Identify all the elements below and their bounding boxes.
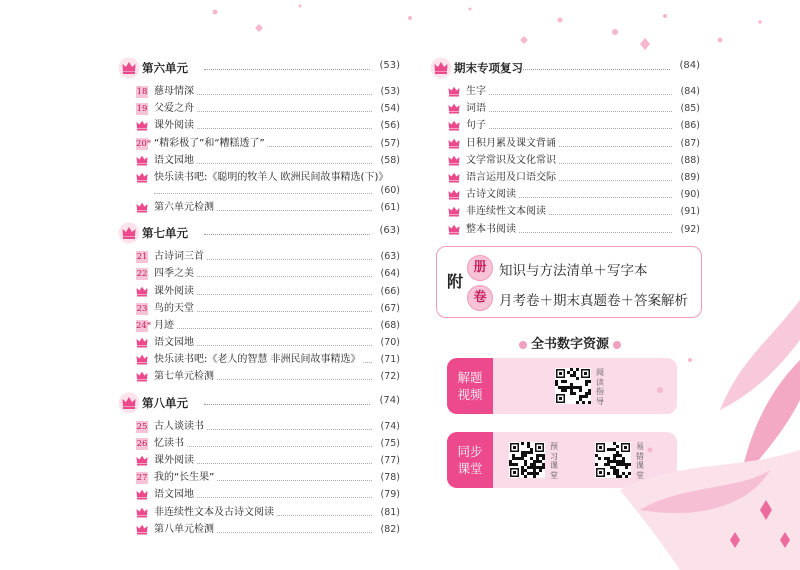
toc-entry-page: (91) (680, 206, 700, 218)
toc-entry-page: (86) (680, 120, 700, 132)
unit-page: (63) (379, 225, 400, 237)
leader-dots (204, 234, 370, 235)
toc-entry-page: (77) (380, 455, 400, 466)
toc-entry[interactable] (118, 265, 400, 282)
appendix-badge: 卷 (467, 285, 493, 311)
decorative-dots (0, 0, 800, 60)
crown-icon (135, 155, 149, 166)
toc-entry[interactable] (118, 117, 400, 134)
toc-entry-label: 语文园地 (154, 334, 196, 351)
toc-entry[interactable] (118, 135, 400, 152)
toc-entry-page: (63) (380, 251, 400, 263)
decorative-dot (519, 341, 527, 349)
qr-label: 易错课堂 (636, 442, 644, 480)
toc-entry-label: 非连续性文本阅读 (466, 203, 548, 220)
toc-entry-page: (53) (380, 86, 400, 97)
appendix-text: 知识与方法清单＋写字本 (499, 263, 648, 279)
crown-icon (135, 354, 149, 365)
crown-icon (135, 489, 149, 500)
crown-icon (135, 202, 149, 213)
toc-entry-label: 课外阅读 (154, 117, 196, 134)
digital-resources-title: 全书数字资源 (530, 337, 609, 352)
toc-entry[interactable] (118, 435, 400, 452)
unit-page: (84) (679, 60, 700, 71)
lesson-number: 20* (136, 138, 152, 149)
toc-entry-label: “精彩极了”和“糟糕透了” (154, 135, 267, 152)
toc-entry[interactable] (430, 117, 700, 134)
toc-entry[interactable] (430, 83, 700, 100)
toc-entry[interactable] (118, 248, 400, 265)
crown-icon (118, 222, 140, 244)
toc-left-column (118, 55, 400, 538)
toc-entry-page: (54) (380, 103, 400, 115)
toc-entry-label: 鸟的天堂 (154, 300, 196, 317)
unit-page: (53) (379, 60, 400, 71)
toc-entry[interactable] (118, 486, 400, 503)
crown-icon (135, 455, 149, 466)
leader-dots (204, 69, 370, 70)
toc-entry-page: (85) (680, 103, 700, 115)
lesson-number: 24* (136, 320, 152, 331)
toc-entry-label: 月迹 (154, 317, 176, 334)
toc-entry-page: (56) (380, 120, 400, 132)
qr-label: 阅读指导 (596, 368, 604, 406)
appendix-text: 月考卷＋期末真题卷＋答案解析 (499, 293, 688, 309)
toc-entry-label: 快乐读书吧:《老人的智慧 非洲民间故事精选》 (154, 351, 363, 368)
unit-title: 第六单元 (142, 61, 188, 75)
crown-icon (447, 172, 461, 183)
lesson-number: 22 (136, 269, 148, 280)
resource-tag-label: 解题视频 (457, 370, 483, 402)
toc-entry-page: (64) (380, 268, 400, 280)
toc-right-column (430, 55, 700, 238)
crown-icon (447, 103, 461, 114)
crown-icon (135, 371, 149, 382)
crown-icon (430, 57, 452, 79)
toc-entry-page: (84) (680, 86, 700, 97)
decorative-flowers (620, 300, 800, 570)
crown-icon (135, 524, 149, 535)
toc-entry-page: (81) (380, 506, 400, 518)
toc-entry-label: 整本书阅读 (466, 221, 518, 238)
toc-entry-label: 日积月累及课文背诵 (466, 135, 558, 152)
lesson-number: 23 (136, 303, 148, 314)
toc-entry-page: (66) (380, 285, 400, 297)
leader-dots (466, 94, 672, 95)
leader-dots (466, 111, 672, 112)
toc-entry-page: (70) (380, 337, 400, 349)
crown-icon (135, 507, 149, 518)
crown-icon (135, 172, 149, 183)
crown-icon (447, 120, 461, 131)
appendix-label: 附 (447, 272, 464, 291)
toc-entry[interactable] (118, 368, 400, 385)
toc-entry-page: (72) (380, 371, 400, 383)
toc-entry-page: (87) (680, 137, 700, 149)
toc-entry[interactable] (430, 169, 700, 186)
toc-entry-page: (60) (380, 184, 400, 196)
crown-icon (447, 86, 461, 97)
toc-entry-label: 古诗文阅读 (466, 186, 518, 203)
toc-entry[interactable] (118, 452, 400, 469)
qr-code-icon[interactable] (509, 442, 545, 478)
unit-header (430, 57, 700, 83)
lesson-number: 19 (136, 104, 148, 115)
toc-entry[interactable] (430, 100, 700, 117)
toc-entry[interactable] (430, 152, 700, 169)
crown-icon (447, 155, 461, 166)
toc-entry-page: (67) (380, 302, 400, 314)
toc-entry-page: (57) (380, 137, 400, 149)
toc-entry[interactable] (118, 351, 400, 368)
toc-entry-page: (74) (380, 420, 400, 432)
toc-entry[interactable] (118, 504, 400, 521)
unit-header (118, 392, 400, 418)
toc-entry-label: 课外阅读 (154, 283, 196, 300)
leader-dots (154, 193, 372, 194)
toc-entry[interactable] (118, 169, 400, 199)
leader-dots (516, 69, 670, 70)
crown-icon (447, 224, 461, 235)
unit-title: 期末专项复习 (454, 61, 523, 75)
toc-entry-page: (89) (680, 171, 700, 183)
toc-entry[interactable] (118, 83, 400, 100)
toc-entry[interactable] (118, 334, 400, 351)
qr-label: 预习课堂 (550, 442, 558, 480)
leader-dots (154, 446, 372, 447)
toc-entry[interactable] (430, 221, 700, 238)
crown-icon (135, 337, 149, 348)
toc-entry-page: (75) (380, 437, 400, 449)
crown-icon (135, 286, 149, 297)
toc-entry[interactable] (118, 418, 400, 435)
lesson-number: 18 (136, 87, 148, 97)
lesson-number: 27 (136, 473, 148, 484)
toc-entry[interactable] (430, 203, 700, 220)
toc-entry-page: (68) (380, 319, 400, 331)
toc-entry-page: (88) (680, 154, 700, 166)
toc-entry[interactable] (118, 100, 400, 117)
toc-entry-label: 句子 (466, 117, 488, 134)
crown-icon (447, 189, 461, 200)
toc-entry-page: (82) (380, 523, 400, 535)
toc-entry[interactable] (118, 152, 400, 169)
lesson-number: 25 (136, 421, 148, 432)
crown-icon (135, 120, 149, 131)
unit-header (118, 57, 400, 83)
toc-entry-label: 父爱之舟 (154, 100, 196, 117)
toc-entry[interactable] (118, 199, 400, 216)
crown-icon (447, 206, 461, 217)
toc-entry-page: (90) (680, 189, 700, 201)
leader-dots (204, 404, 370, 405)
resource-tag (447, 432, 493, 488)
appendix-badge: 册 (467, 255, 493, 281)
unit-title: 第七单元 (142, 226, 188, 241)
toc-entry-page: (61) (380, 201, 400, 213)
toc-entry[interactable] (430, 186, 700, 203)
toc-entry-label: 古诗词三首 (154, 248, 206, 265)
unit-section (118, 222, 400, 386)
lesson-number: 26 (136, 438, 148, 449)
unit-header (118, 222, 400, 248)
toc-entry-label: 语言运用及口语交际 (466, 169, 558, 186)
resource-tag (447, 358, 493, 414)
toc-entry-label: 慈母情深 (154, 83, 196, 100)
toc-entry-label: 第八单元检测 (154, 521, 216, 538)
toc-entry[interactable] (118, 300, 400, 317)
lesson-number: 21 (136, 252, 148, 263)
unit-title: 第八单元 (142, 395, 188, 410)
review-section (430, 57, 700, 238)
leader-dots (466, 128, 672, 129)
leader-dots (154, 328, 372, 329)
toc-entry-label: 语文园地 (154, 486, 196, 503)
toc-entry[interactable] (118, 469, 400, 486)
unit-section (118, 392, 400, 538)
toc-entry-label: 课外阅读 (154, 452, 196, 469)
toc-entry-label: 文学常识及文化常识 (466, 152, 558, 169)
toc-entry-label: 词语 (466, 100, 488, 117)
crown-icon (447, 138, 461, 149)
qr-code-icon[interactable] (555, 368, 591, 404)
toc-entry-page: (78) (380, 472, 400, 484)
toc-entry-page: (79) (380, 489, 400, 501)
toc-entry-label: 非连续性文本及古诗文阅读 (154, 504, 276, 521)
toc-entry[interactable] (430, 135, 700, 152)
unit-section (118, 57, 400, 216)
toc-entry-label: 忆读书 (154, 435, 186, 452)
toc-entry-label: 语文园地 (154, 152, 196, 169)
toc-entry-label: 生字 (466, 83, 488, 100)
digital-resources-heading (500, 333, 640, 352)
crown-icon (118, 57, 140, 79)
toc-entry[interactable] (118, 283, 400, 300)
toc-entry-label: 古人谈读书 (154, 418, 206, 435)
toc-entry-page: (58) (380, 154, 400, 166)
resource-tag-label: 同步课堂 (457, 444, 483, 476)
toc-entry[interactable] (118, 521, 400, 538)
toc-entry-label: 第六单元检测 (154, 199, 216, 216)
toc-entry-label: 快乐读书吧:《聪明的牧羊人 欧洲民间故事精选(下)》 (154, 169, 390, 186)
toc-entry-label: 四季之美 (154, 265, 196, 282)
toc-entry-page: (71) (380, 354, 400, 366)
crown-icon (118, 392, 140, 414)
toc-entry[interactable] (118, 317, 400, 334)
toc-entry-label: 第七单元检测 (154, 368, 216, 385)
toc-entry-page: (92) (680, 223, 700, 235)
toc-entry-label: 我的“长生果” (154, 469, 216, 486)
unit-page: (74) (379, 394, 400, 406)
